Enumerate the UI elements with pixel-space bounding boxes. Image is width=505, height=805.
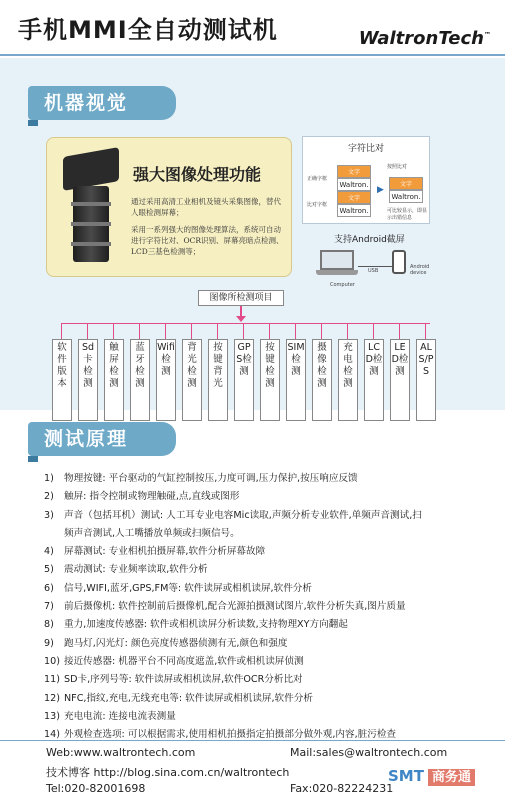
leaf-label: SIM检测 (286, 339, 306, 421)
footer-divider (0, 740, 505, 741)
actual-text-box: Waltron. (337, 204, 371, 217)
list-item: 11) SD卡,序列号等: 软件读屏或相机读屏,软件OCR分析比对 (44, 674, 303, 686)
tree-branch-line (62, 323, 430, 324)
section-title-principles: 测试原理 (28, 422, 176, 456)
list-item: 5) 震动测试: 专业频率读取,软件分析 (44, 564, 208, 576)
footer-web-link[interactable]: Web:www.waltrontech.com (46, 746, 196, 759)
header-divider (0, 54, 505, 56)
list-item: 12) NFC,指纹,充电,无线充电等: 软件读屏或相机读屏,软件分析 (44, 692, 313, 704)
brand-name: WaltronTech (358, 28, 484, 49)
actual-word-box: 文字 (337, 191, 371, 204)
android-phone-icon (392, 250, 406, 274)
note-compare: 按照比对 (387, 164, 408, 170)
usb-cable (358, 266, 392, 267)
leaf-label: ALS/PS (416, 339, 436, 421)
leaf-label: LCD检测 (364, 339, 384, 421)
list-item: 7) 前后摄像机: 软件控制前后摄像机,配合光源拍摄测试图片,软件分析失真,图片质量 (44, 601, 406, 613)
list-item: 6) 信号,WIFI,蓝牙,GPS,FM等: 软件读屏或相机读屏,软件分析 (44, 582, 312, 594)
leaf-label: 摄像检测 (312, 339, 332, 421)
list-item: 1) 物理按键: 平台驱动的气缸控制按压,力度可调,压力保护,按压响应反馈 (44, 473, 358, 484)
list-item: 9) 跑马灯,闪光灯: 颜色亮度传感器侦测有无,颜色和强度 (44, 637, 288, 649)
leaf-label: 软件版本 (52, 339, 72, 421)
leaf-label: 触屏检测 (104, 339, 124, 421)
smt-watermark-logo: SMT 商务通 (388, 766, 475, 785)
section-title-vision: 机器视觉 (28, 86, 176, 120)
header (0, 0, 505, 58)
list-item-continuation: 频声音测试,人工嘴播放单频或扫频信号。 (64, 527, 240, 539)
industrial-camera-icon (57, 152, 119, 262)
image-processing-card (46, 137, 292, 277)
android-screenshot-title: 支持Android截屏 (334, 235, 405, 245)
detection-items-root: 图像所检测项目 (198, 290, 284, 306)
leaf-label: 充电检测 (338, 339, 358, 421)
device-label: Android device (410, 264, 430, 276)
label-actual: 比对字框 (307, 202, 328, 208)
leaf-label: 按键检测 (260, 339, 280, 421)
list-item: 3) 声音（包括耳机）测试: 人工耳专业电容Mic读取,声频分析专业软件,单频声音测试,扫 (44, 509, 422, 521)
result-text-box: Waltron. (389, 190, 423, 203)
list-item: 8) 重力,加速度传感器: 软件或相机读屏分析读数,支持物理XY方向翻起 (44, 619, 348, 631)
list-item: 14) 外观检查选项: 可以根据需求,使用相机拍摄指定拍摄部分做外观,内容,脏污检查 (44, 729, 397, 741)
character-compare-panel (302, 136, 430, 224)
arrow-right-icon: ▶ (377, 185, 384, 195)
standard-text-box: Waltron. (337, 178, 371, 191)
brand-logo (359, 28, 491, 49)
note-fail: 可比较显示，即显示出错信息 (387, 208, 428, 221)
footer-mail-link[interactable]: Mail:sales@waltrontech.com (290, 746, 448, 759)
footer-tel: Tel:020-82001698 (46, 782, 146, 795)
list-item: 2) 触屏: 指令控制或物理触碰,点,直线或图形 (44, 491, 240, 503)
leaf-label: 蓝牙检测 (130, 339, 150, 421)
trademark-mark: ™ (484, 31, 491, 39)
leaf-label: 背光检测 (182, 339, 202, 421)
compare-title: 字符比对 (347, 144, 384, 154)
leaf-label: Wifi检测 (156, 339, 176, 421)
list-item: 4) 屏幕测试: 专业相机拍摄屏幕,软件分析屏幕故障 (44, 546, 266, 558)
principles-list (44, 470, 500, 744)
footer-fax: Fax:020-82224231 (290, 782, 394, 795)
laptop-icon (316, 250, 358, 276)
result-word-box: 文字 (389, 177, 423, 190)
feature-text-1: 通过采用高清工业相机及镜头采集图像，替代人眼检测屏幕； (131, 197, 281, 217)
arrow-down-icon (236, 316, 246, 322)
footer-blog-link[interactable]: 技术博客 http://blog.sina.com.cn/waltrontech (46, 766, 290, 779)
feature-description (131, 196, 285, 263)
feature-text-2: 采用一系列强大的图像处理算法，系统可自动进行字符比对、OCR识别、屏幕亮暗点检测、LCD三基色检测等； (131, 225, 284, 256)
feature-title: 强大图像处理功能 (133, 165, 262, 184)
leaf-label: Sd卡检测 (78, 339, 98, 421)
standard-word-box: 文字 (337, 165, 371, 178)
leaf-label: 按键背光 (208, 339, 228, 421)
leaf-label: LED检测 (390, 339, 410, 421)
list-item: 10) 接近传感器: 机器平台不同高度遮盖,软件或相机读屏侦测 (44, 655, 304, 667)
list-item: 13) 充电电流: 连接电流表测量 (44, 710, 176, 722)
leaf-label: GPS检测 (234, 339, 254, 421)
computer-label: Computer (330, 282, 355, 288)
label-standard: 正确字框 (307, 176, 328, 182)
page-title: 手机MMI全自动测试机 (18, 16, 278, 44)
usb-label: USB (368, 268, 379, 274)
